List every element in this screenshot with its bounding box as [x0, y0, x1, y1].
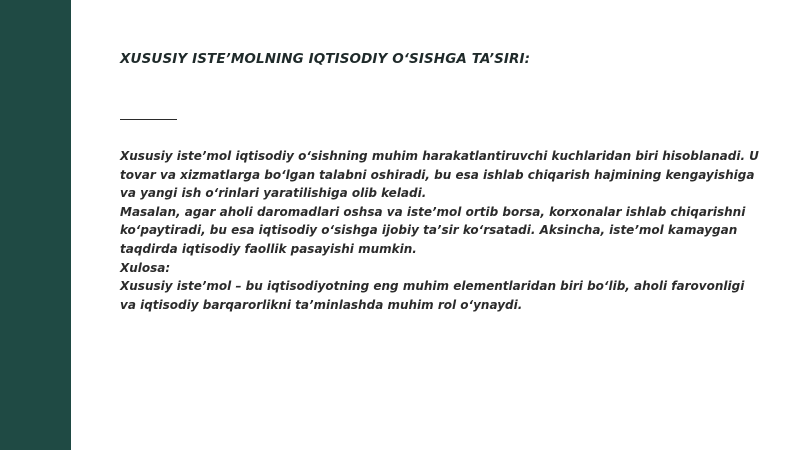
- sidebar-band: [0, 0, 71, 450]
- title-divider: [120, 119, 177, 120]
- paragraph-conclusion: Xususiy iste’mol – bu iqtisodiyotning eng muhim elementlaridan biri bo‘lib, aholi farovonligi va iqtisodiy barqarorlikni ta’minlashda muhim rol o‘ynaydi.: [120, 279, 745, 312]
- body-text: [120, 147, 760, 314]
- paragraph-intro: Xususiy iste’mol iqtisodiy o‘sishning muhim harakatlantiruvchi kuchlaridan biri hisoblanadi. U tovar va xizmatlarga bo‘lgan talabni oshiradi, bu esa ishlab chiqarish hajmining kengayishiga va yangi ish o‘rinlari yaratilishiga olib keladi.: [120, 149, 759, 201]
- slide-title: XUSUSIY ISTE’MOLNING IQTISODIY O‘SISHGA TA’SIRI:: [120, 51, 531, 67]
- conclusion-heading: Xulosa:: [120, 260, 171, 275]
- paragraph-example: Masalan, agar aholi daromadlari oshsa va iste’mol ortib borsa, korxonalar ishlab chiqarishni ko‘paytiradi, bu esa iqtisodiy o‘sishga ijobiy ta’sir ko‘rsatadi. Aksincha, iste’mol kamaygan taqdirda iqtisodiy faollik pasayishi mumkin.: [120, 204, 746, 256]
